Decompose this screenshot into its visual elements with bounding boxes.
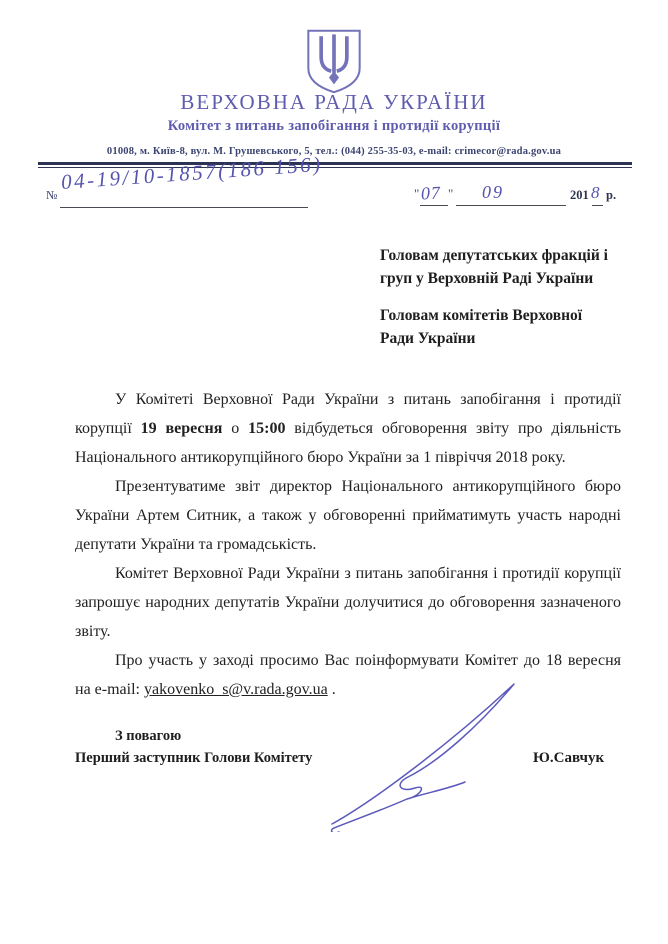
handwritten-reference-number: 04-19/10-1857(186 156): [60, 151, 324, 195]
handwritten-month: 09: [482, 182, 504, 202]
p1-bold-time: 15:00: [248, 420, 286, 437]
reference-number-label: №: [46, 188, 58, 202]
year-printed: 201: [570, 188, 589, 202]
letterhead-rule-thick: [38, 162, 632, 165]
recipient-2-line1: Головам комітетів Верховної: [380, 307, 583, 324]
handwritten-year-digit: 8: [591, 183, 600, 202]
year-underline: [592, 205, 603, 206]
trident-emblem-icon: [301, 28, 367, 94]
contact-email: yakovenko_s@v.rada.gov.ua: [143, 681, 328, 698]
day-underline: [420, 205, 448, 206]
recipient-1: [380, 244, 636, 290]
recipient-2: [380, 304, 636, 350]
signer-title: Перший заступник Голови Комітету: [75, 750, 313, 766]
year-suffix: р.: [606, 188, 617, 202]
recipient-1-line2: груп у Верховній Раді України: [380, 270, 594, 287]
p1-bold-date: 19 вересня: [140, 420, 223, 437]
handwritten-signature-icon: [320, 672, 522, 832]
p4-post: .: [327, 681, 336, 698]
handwritten-day: 07: [420, 182, 442, 204]
p4-text: Про участь у заході просимо Вас поінформувати Комітет до 18 вересня на e-mail:: [75, 652, 621, 698]
reference-number-underline: [60, 207, 308, 208]
p1-mid: о: [222, 420, 249, 437]
organization-name: ВЕРХОВНА РАДА УКРАЇНИ: [180, 90, 488, 114]
body-paragraph-1: [75, 385, 621, 472]
p1-text: У Комітеті Верховної Ради України з питань запобігання і протидії корупції: [75, 391, 621, 437]
date-quote-close: ": [448, 186, 454, 201]
address-line: 01008, м. Київ-8, вул. М. Грушевського, 5, тел.: (044) 255-35-03, e-mail: crimecor@rada.gov.ua: [106, 146, 562, 157]
trident-base: [329, 71, 339, 84]
committee-name: Комітет з питань запобігання і протидії корупції: [167, 118, 501, 134]
p1-post: відбудеться обговорення звіту про діяльність Національного антикорупційного бюро України за 1 півріччя 2018 року.: [75, 420, 622, 466]
recipient-1-line1: Головам депутатських фракцій і: [380, 247, 608, 264]
body-paragraph-2: Презентуватиме звіт директор Національного антикорупційного бюро України Артем Ситник, а також у обговоренні прийматимуть участь народні депутати України та громадськість.: [75, 478, 621, 553]
letter-body: [75, 385, 621, 704]
signer-name: Ю.Савчук: [533, 750, 605, 766]
body-paragraph-3: Комітет Верховної Ради України з питань запобігання і протидії корупції запрошує народних депутатів України долучитися до обговорення зазначеного звіту.: [75, 565, 621, 640]
recipients-block: [380, 244, 636, 364]
recipient-2-line2: Ради України: [380, 330, 476, 347]
month-underline: [456, 205, 566, 206]
date-quote-open: ": [414, 186, 420, 201]
signature-salutation: З повагою: [115, 728, 182, 744]
